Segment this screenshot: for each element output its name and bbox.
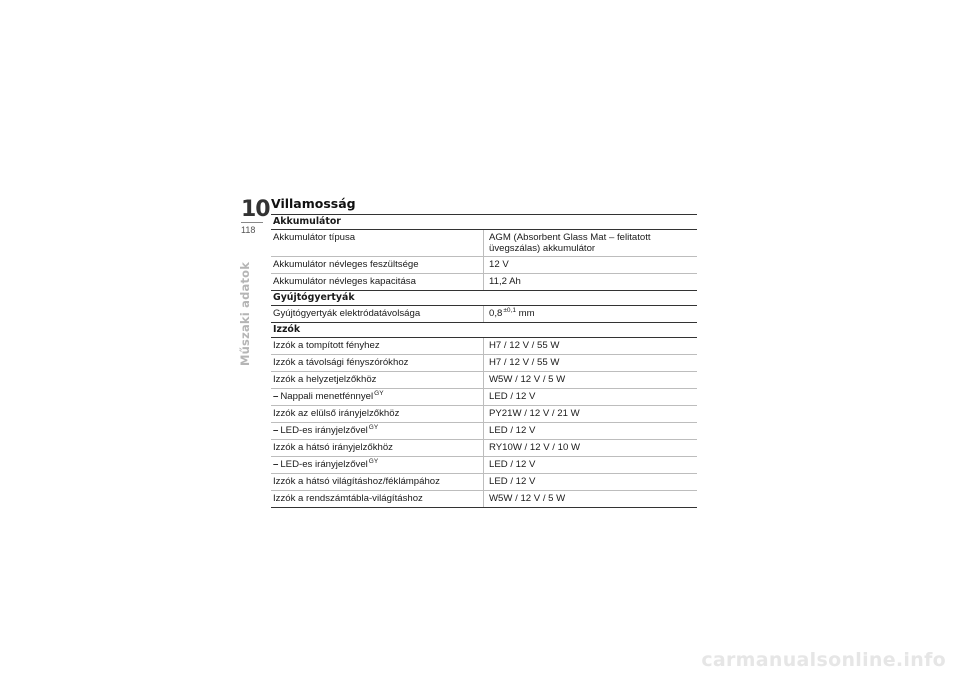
option-superscript: GY — [368, 424, 379, 431]
row-value: LED / 12 V — [489, 391, 536, 402]
row-label — [271, 423, 484, 439]
row-label: Akkumulátor típusa — [271, 230, 484, 256]
row-label: Izzók a hátsó irányjelzőkhöz — [271, 440, 484, 456]
row-label: Izzók a rendszámtábla-világításhoz — [271, 491, 484, 507]
watermark: carmanualsonline.info — [701, 649, 946, 671]
row-value: H7 / 12 V / 55 W — [489, 340, 560, 351]
row-label — [271, 457, 484, 473]
sub-item-dash: – — [273, 425, 279, 436]
row-value — [484, 306, 697, 322]
row-value: LED / 12 V — [489, 425, 536, 436]
page-number: 118 — [241, 225, 256, 235]
sub-item-label: LED-es irányjelzővel — [280, 425, 368, 436]
page-title: Villamosság — [271, 196, 356, 211]
table-row — [271, 274, 697, 291]
row-value: AGM (Absorbent Glass Mat – felitatott üvegszálas) akkumulátor — [489, 232, 651, 254]
row-value: W5W / 12 V / 5 W — [489, 493, 566, 504]
row-value: LED / 12 V — [489, 459, 536, 470]
row-value: W5W / 12 V / 5 W — [489, 374, 566, 385]
section-title-bulbs: Izzók — [271, 323, 697, 338]
table-row — [271, 457, 697, 474]
row-label: Izzók a távolsági fényszórókhoz — [271, 355, 484, 371]
table-row — [271, 491, 697, 508]
electrode-gap-value: 0,8 — [489, 308, 503, 319]
table-row — [271, 230, 697, 257]
row-value: LED / 12 V — [489, 476, 536, 487]
row-label — [271, 389, 484, 405]
chapter-side-title: Műszaki adatok — [238, 261, 252, 366]
option-superscript: GY — [374, 390, 384, 397]
section-title-spark-plugs: Gyújtógyertyák — [271, 291, 697, 306]
table-row — [271, 338, 697, 355]
row-label: Izzók az elülső irányjelzőkhöz — [271, 406, 484, 422]
table-row — [271, 474, 697, 491]
table-row — [271, 389, 697, 406]
sub-item-dash: – — [273, 459, 279, 470]
row-value: H7 / 12 V / 55 W — [489, 357, 560, 368]
table-row — [271, 257, 697, 274]
tolerance-superscript: ±0,1 — [503, 307, 516, 314]
row-value: 11,2 Ah — [489, 276, 521, 287]
sub-item-dash: – — [273, 391, 279, 402]
row-label: Izzók a hátsó világításhoz/féklámpához — [271, 474, 484, 490]
row-label: Izzók a helyzetjelzőkhöz — [271, 372, 484, 388]
spec-table — [271, 214, 697, 508]
section-title-battery: Akkumulátor — [271, 215, 697, 230]
row-label: Gyújtógyertyák elektródatávolsága — [271, 306, 484, 322]
chapter-number: 10 — [241, 197, 270, 222]
table-row — [271, 406, 697, 423]
row-value: RY10W / 12 V / 10 W — [489, 442, 580, 453]
chapter-divider — [241, 222, 263, 223]
row-value: PY21W / 12 V / 21 W — [489, 408, 580, 419]
row-value: 12 V — [489, 259, 509, 270]
table-row — [271, 306, 697, 323]
table-row — [271, 423, 697, 440]
row-label: Akkumulátor névleges kapacitása — [271, 274, 484, 290]
table-row — [271, 372, 697, 389]
sub-item-label: LED-es irányjelzővel — [280, 459, 368, 470]
table-row — [271, 355, 697, 372]
row-label: Izzók a tompított fényhez — [271, 338, 484, 354]
value-unit: mm — [518, 308, 535, 319]
row-label: Akkumulátor névleges feszültsége — [271, 257, 484, 273]
option-superscript: GY — [368, 458, 379, 465]
table-row — [271, 440, 697, 457]
chapter-badge — [241, 197, 270, 235]
sub-item-label: Nappali menetfénnyel — [280, 391, 374, 402]
